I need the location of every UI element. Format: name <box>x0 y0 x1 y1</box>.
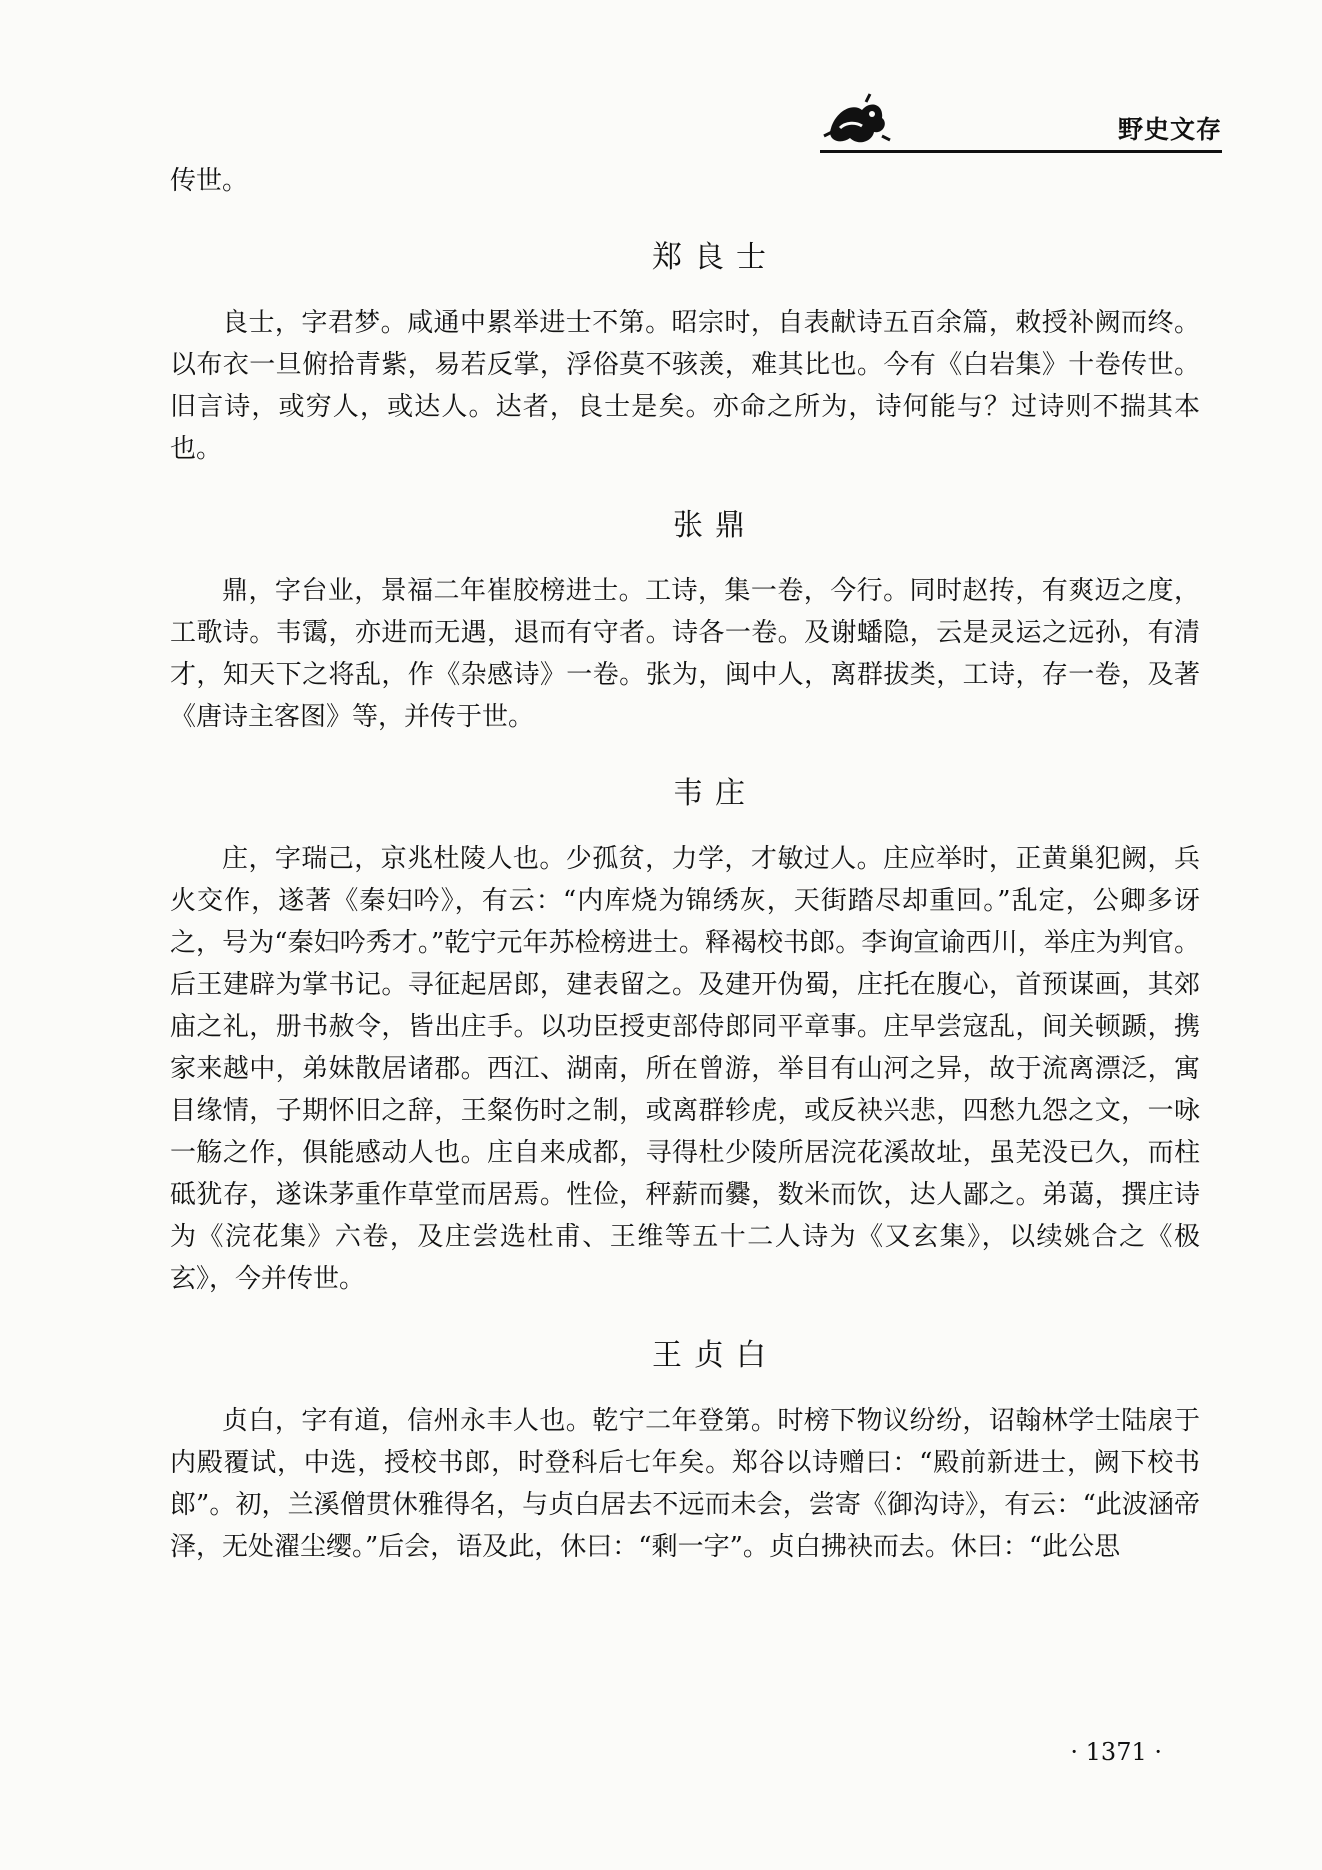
entry-paragraph: 庄，字瑞己，京兆杜陵人也。少孤贫，力学，才敏过人。庄应举时，正黄巢犯阙，兵火交作，遂著《秦妇吟》，有云：“内库烧为锦绣灰，天街踏尽却重回。”乱定，公卿多讶之，号为“秦妇吟秀才。”乾宁元年苏检榜进士。释褐校书郎。李询宣谕西川，举庄为判官。后王建辟为掌书记。寻征起居郎，建表留之。及建开伪蜀，庄托在腹心，首预谋画，其郊庙之礼，册书赦令，皆出庄手。以功臣授吏部侍郎同平章事。庄早尝寇乱，间关顿踬，携家来越中，弟妹散居诸郡。西江、湖南，所在曾游，举目有山河之异，故于流离漂泛，寓目缘情，子期怀旧之辞，王粲伤时之制，或离群轸虎，或反袂兴悲，四愁九怨之文，一咏一觞之作，俱能感动人也。庄自来成都，寻得杜少陵所居浣花溪故址，虽芜没已久，而柱砥犹存，遂诛茅重作草堂而居焉。性俭，秤薪而爨，数米而饮，达人鄙之。弟蔼，撰庄诗为《浣花集》六卷，及庄尝选杜甫、王维等五十二人诗为《又玄集》，以续姚合之《极玄》，今并传世。 <box>170 844 1200 1294</box>
entry-heading: 张鼎 <box>673 508 757 543</box>
series-title: 野史文存 <box>1117 115 1222 144</box>
header-rule <box>820 150 1222 153</box>
entry-paragraph: 良士，字君梦。咸通中累举进士不第。昭宗时，自表献诗五百余篇，敕授补阙而终。以布衣一旦俯拾青紫，易若反掌，浮俗莫不骇羡，难其比也。今有《白岩集》十卷传世。旧言诗，或穷人，或达人。达者，良士是矣。亦命之所为，诗何能与？过诗则不揣其本也。 <box>170 308 1200 464</box>
dragon-emblem-icon <box>822 92 892 152</box>
entry-heading: 王贞白 <box>652 1338 778 1373</box>
entry-paragraph: 贞白，字有道，信州永丰人也。乾宁二年登第。时榜下物议纷纷，诏翰林学士陆扆于内殿覆试，中选，授校书郎，时登科后七年矣。郑谷以诗赠曰：“殿前新进士，阙下校书郎”。初，兰溪僧贯休雅得名，与贞白居去不远而未会，尝寄《御沟诗》，有云：“此波涵帝泽，无处濯尘缨。”后会，语及此，休曰：“剩一字”。贞白拂袂而去。休曰：“此公思 <box>170 1406 1200 1562</box>
entry-heading: 韦庄 <box>673 776 757 811</box>
page-body <box>170 160 1200 1568</box>
entry-paragraph: 鼎，字台业，景福二年崔胶榜进士。工诗，集一卷，今行。同时赵抟，有爽迈之度，工歌诗。韦霭，亦进而无遇，退而有守者。诗各一卷。及谢蟠隐，云是灵运之远孙，有清才，知天下之将乱，作《杂感诗》一卷。张为，闽中人，离群拔类，工诗，存一卷，及著《唐诗主客图》等，并传于世。 <box>170 576 1200 732</box>
page-number: · 1371 · <box>1070 1738 1162 1766</box>
entry-heading: 郑良士 <box>652 240 778 275</box>
continued-paragraph: 传世。 <box>170 166 249 196</box>
